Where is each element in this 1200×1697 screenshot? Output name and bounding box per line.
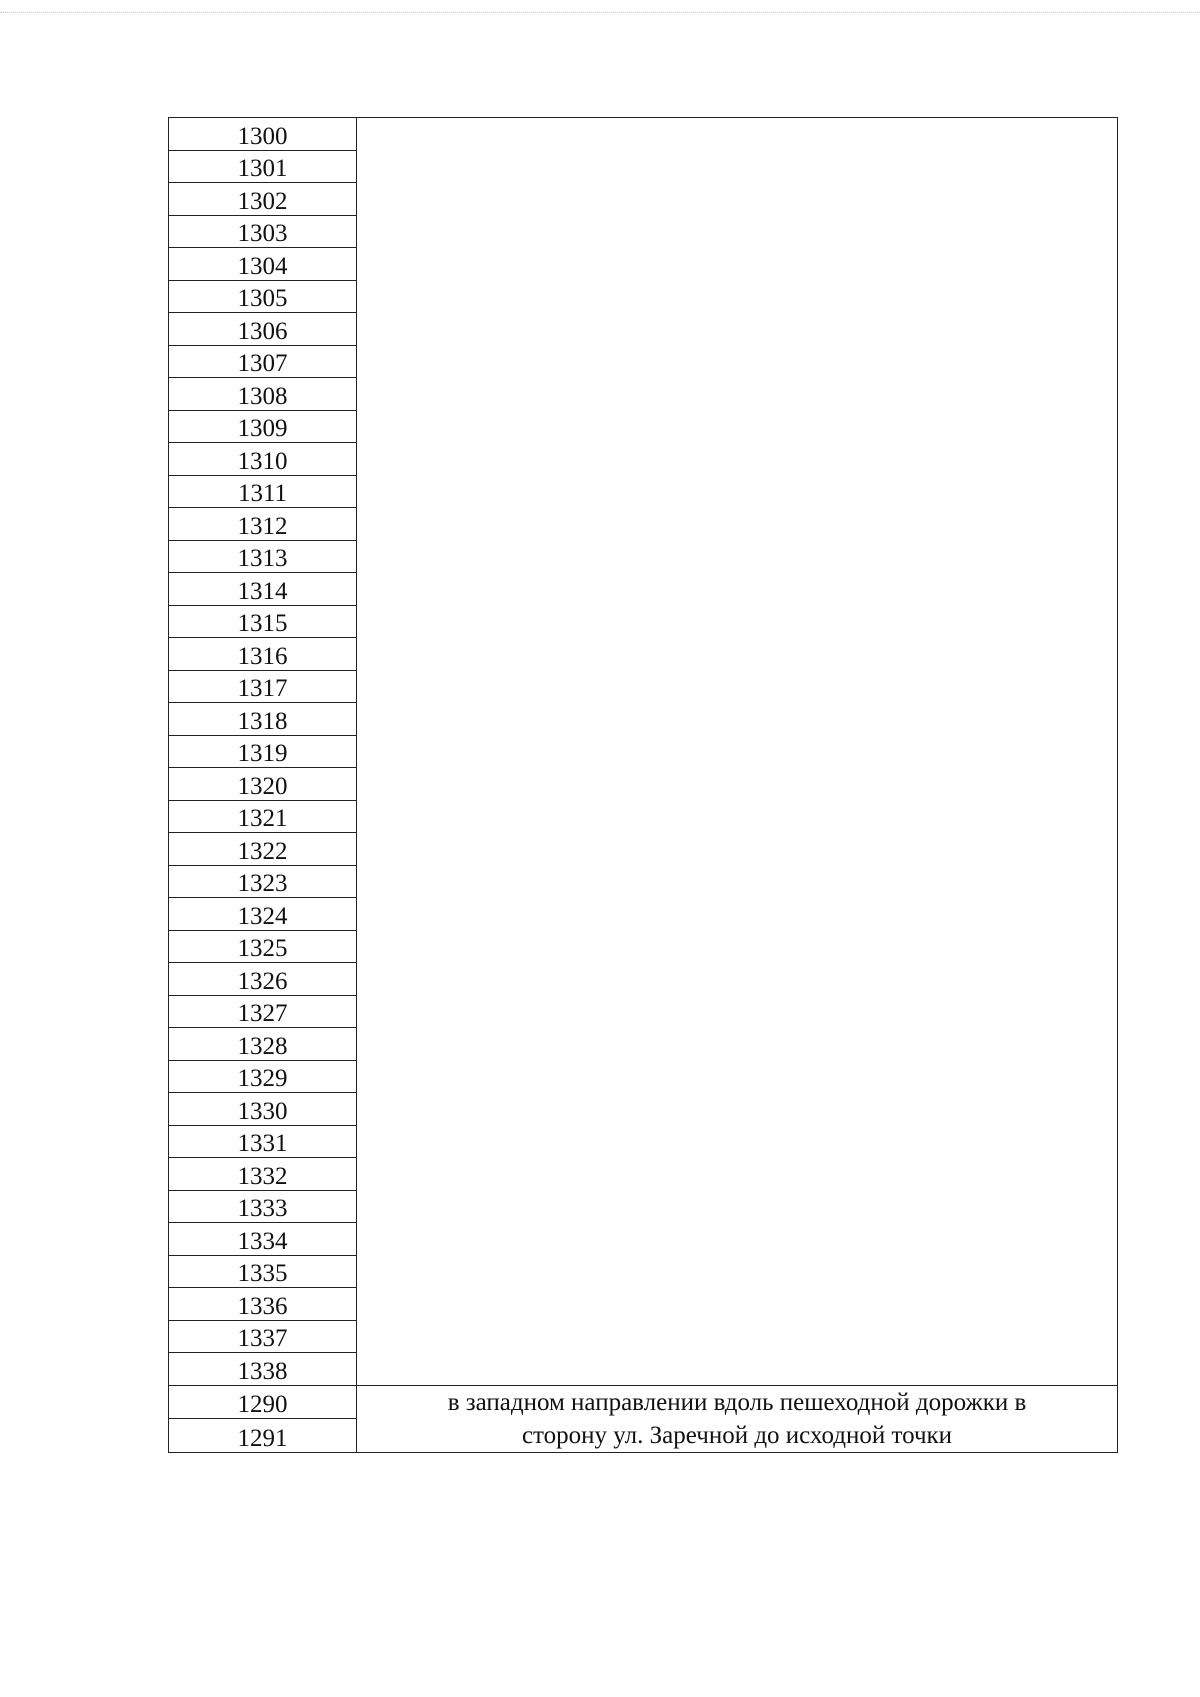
point-number-cell: 1330	[169, 1093, 357, 1126]
point-number-cell: 1338	[169, 1353, 357, 1386]
point-number-cell: 1300	[169, 118, 357, 151]
point-number-cell: 1290	[169, 1385, 357, 1419]
point-number-cell: 1302	[169, 183, 357, 216]
point-number-cell: 1310	[169, 443, 357, 476]
point-number-cell: 1308	[169, 378, 357, 411]
point-number-cell: 1303	[169, 215, 357, 248]
point-number-cell: 1327	[169, 995, 357, 1028]
points-table	[168, 117, 1118, 1453]
point-number-cell: 1291	[169, 1419, 357, 1453]
point-number-cell: 1306	[169, 313, 357, 346]
point-number-cell: 1331	[169, 1125, 357, 1158]
point-number-cell: 1318	[169, 703, 357, 736]
point-number-cell: 1321	[169, 800, 357, 833]
point-number-cell: 1326	[169, 963, 357, 996]
point-number-cell: 1305	[169, 280, 357, 313]
point-number-cell: 1325	[169, 930, 357, 963]
point-number-cell: 1333	[169, 1190, 357, 1223]
table-row	[169, 1385, 1118, 1419]
point-number-cell: 1301	[169, 150, 357, 183]
point-number-cell: 1304	[169, 248, 357, 281]
point-number-cell: 1322	[169, 833, 357, 866]
point-number-cell: 1334	[169, 1223, 357, 1256]
point-number-cell: 1315	[169, 605, 357, 638]
scan-edge-line	[0, 12, 1200, 13]
point-number-cell: 1309	[169, 410, 357, 443]
points-table-body	[169, 118, 1118, 1453]
table-row	[169, 118, 1118, 151]
point-number-cell: 1314	[169, 573, 357, 606]
route-description-cell	[357, 1385, 1118, 1452]
point-number-cell: 1317	[169, 670, 357, 703]
point-number-cell: 1324	[169, 898, 357, 931]
point-number-cell: 1329	[169, 1060, 357, 1093]
point-number-cell: 1323	[169, 865, 357, 898]
point-number-cell: 1337	[169, 1320, 357, 1353]
point-number-cell: 1311	[169, 475, 357, 508]
point-number-cell: 1335	[169, 1255, 357, 1288]
point-number-cell: 1328	[169, 1028, 357, 1061]
point-number-cell: 1319	[169, 735, 357, 768]
point-number-cell: 1320	[169, 768, 357, 801]
point-number-cell: 1307	[169, 345, 357, 378]
point-number-cell: 1316	[169, 638, 357, 671]
point-number-cell: 1313	[169, 540, 357, 573]
point-number-cell: 1336	[169, 1288, 357, 1321]
point-number-cell: 1312	[169, 508, 357, 541]
route-description-line-2: сторону ул. Заречной до исходной точки	[521, 1421, 953, 1449]
point-number-cell: 1332	[169, 1158, 357, 1191]
description-cell-empty	[357, 118, 1118, 1386]
route-description-line-1: в западном направлении вдоль пешеходной дорожки в	[447, 1388, 1027, 1416]
